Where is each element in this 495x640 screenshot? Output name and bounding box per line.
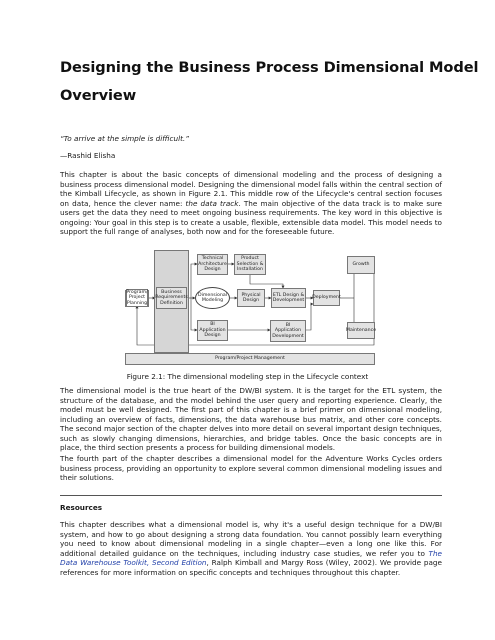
body-paragraph-1: The dimensional model is the true heart of the DW/BI system. It is the target for the ETL system, the structure of the database, and the model behind the user query and reporting experience. Clearly, the model must be well designed. The first part of this chapter is a brief primer on dimensional modeling, including an overview of facts, dimensions, the data warehouse bus matrix, and other core concepts. The second major section of the chapter delves into more detail on several important design techniques, such as slowly changing dimensions, hierarchies, and bridge tables. Once the basic concepts are in place, the third section presents a process for building dimensional models. <box>60 386 442 452</box>
deployment-box: Deployment <box>313 290 340 306</box>
intro-paragraph <box>60 170 442 237</box>
resources-text-1: This chapter describes what a dimensional model is, why it's a useful design technique for a DW/BI system, and how to go about designing a strong data foundation. You cannot possibly learn everything you need to know about dimensional modeling in a single chapter—even a long one like this. For additional detailed guidance on the techniques, including industry case studies, we refer you to <box>60 520 442 558</box>
intro-emphasis: the data track <box>185 198 239 208</box>
etl-design-box: ETL Design & Development <box>271 288 306 308</box>
resources-heading: Resources <box>60 503 103 512</box>
physical-design-box: Physical Design <box>237 289 265 307</box>
epigraph-quote: “To arrive at the simple is difficult.” <box>60 134 189 143</box>
chapter-title: Designing the Business Process Dimensional Model <box>60 59 479 76</box>
technical-architecture-box: Technical Architecture Design <box>197 254 228 275</box>
resources-paragraph <box>60 520 442 577</box>
section-title: Overview <box>60 87 137 104</box>
program-management-bar: Program/Project Management <box>125 353 375 365</box>
dimensional-modeling-ellipse: Dimensional Modeling <box>195 287 230 309</box>
resources-text-2: , Ralph Kimball and Margy Ross (Wiley, 2002). We provide page references for more information on specific concepts and techniques throughout this chapter. <box>60 558 442 577</box>
lifecycle-diagram <box>125 250 375 367</box>
business-requirements-box: Business Requirements Definition <box>156 287 187 309</box>
bi-application-design-box: BI Application Design <box>197 320 228 341</box>
program-planning-box: Program/ Project Planning <box>126 289 148 306</box>
bi-application-development-box: BI Application Development <box>270 320 306 342</box>
maintenance-box: Maintenance <box>347 322 375 339</box>
intro-text-1: This chapter is about the basic concepts of dimensional modeling and the process of designing a business process dimensional model. Designing the dimensional model falls within the central section of the Kimball Lifecycle, as shown in Figure 2.1. This middle row of the Lifecycle's central section focuses on data, hence the clever name: <box>60 170 442 208</box>
book-title-link[interactable]: The Data Warehouse Toolkit, Second Edition <box>60 548 442 567</box>
product-selection-box: Product Selection & Installation <box>234 254 266 275</box>
body-paragraph-2: The fourth part of the chapter describes a dimensional model for the Adventure Works Cycles orders business process, providing an opportunity to explore several common dimensional modeling issues and their solutions. <box>60 454 442 482</box>
figure-caption: Figure 2.1: The dimensional modeling step in the Lifecycle context <box>126 372 369 381</box>
intro-text-2: . The main objective of the data track is to make sure users get the data they need to meet ongoing business requirements. The key word in this objective is ongoing: Your goal in this step is to create a usable, flexible, extensible data model. This model needs to support the full range of analyses, both now and for the foreseeable future. <box>60 198 443 236</box>
growth-box: Growth <box>347 256 375 274</box>
epigraph-author: —Rashid Elisha <box>60 151 116 160</box>
section-divider <box>60 495 442 496</box>
